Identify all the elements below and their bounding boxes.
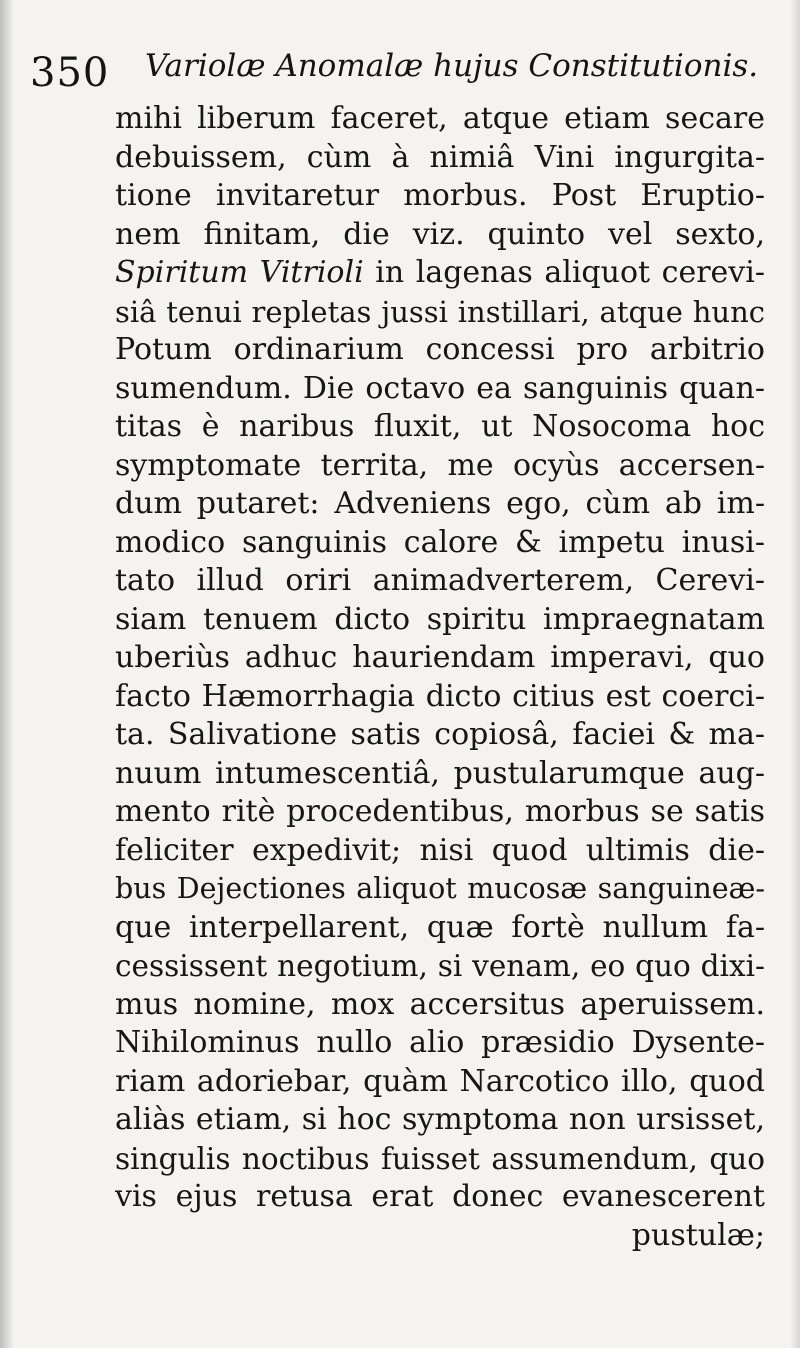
text-line: sumendum. Die octavo ea sanguinis quan- [115,370,765,406]
body-text [115,100,765,1255]
text-line: nem finitam, die viz. quinto vel sexto, [115,216,765,252]
page-header [30,44,770,100]
text-line: titas è naribus fluxit, ut Nosocoma hoc [115,409,765,444]
italic-phrase: Spiritum Vitrioli [115,255,364,290]
text-line: tione invitaretur morbus. Post Eruptio- [115,178,765,213]
catchword-line: pustulæ; [631,1217,765,1253]
text-line: feliciter expedivit; nisi quod ultimis die- [115,832,765,868]
text-line: mihi liberum faceret, atque etiam secare [115,101,765,136]
text-line: mus nomine, mox accersitus aperuissem. [115,986,765,1022]
page-gutter-shadow [0,0,14,1348]
text-line: nuum intumescentiâ, pustularumque aug- [115,755,765,791]
text-line-rest: in lagenas aliquot cerevi- [375,255,765,290]
text-line: riam adoriebar, quàm Narcotico illo, quod [115,1063,765,1099]
page-number: 350 [30,50,110,96]
text-line: tato illud oriri animadverterem, Cerevi- [115,563,765,598]
text-line: facto Hæmorrhagia dicto citius est coerci- [115,678,765,714]
text-line: ta. Salivatione satis copiosâ, faciei & ma- [115,717,765,752]
text-line: siâ tenui repletas jussi instillari, atque hunc [115,294,765,329]
text-line: singulis noctibus fuisset assumendum, quo [115,1141,765,1176]
text-line: debuissem, cùm à nimiâ Vini ingurgita- [115,139,765,175]
text-line: bus Dejectiones aliquot mucosæ sanguineæ- [115,872,765,905]
text-line: modico sanguinis calore & impetu inusi- [115,524,765,560]
text-line-with-italic [115,254,765,293]
text-line: symptomate territa, me ocyùs accersen- [115,447,765,483]
text-line: Potum ordinarium concessi pro arbitrio [115,332,765,367]
text-line: dum putaret: Adveniens ego, cùm ab im- [115,486,765,521]
text-line: que interpellarent, quæ fortè nullum fa- [115,909,765,945]
text-line: Nihilominus nullo alio præsidio Dysente- [115,1025,765,1060]
text-line: cessissent negotium, si venam, eo quo dixi- [115,949,765,983]
text-line: uberiùs adhuc hauriendam imperavi, quo [115,640,765,675]
text-line: vis ejus retusa erat donec evanescerent [115,1179,765,1214]
page-edge-shadow [790,0,800,1348]
running-head: Variolæ Anomalæ hujus Constitutionis. [145,48,759,84]
text-line: aliàs etiam, si hoc symptoma non ursisset, [115,1102,765,1137]
text-line: siam tenuem dicto spiritu impraegnatam [115,601,765,637]
text-line: mento ritè procedentibus, morbus se satis [115,794,765,829]
